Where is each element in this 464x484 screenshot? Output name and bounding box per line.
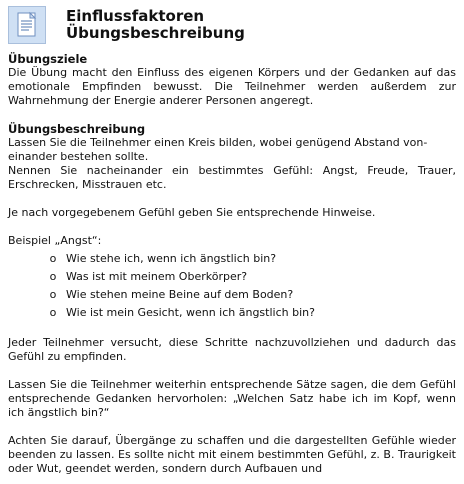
page-title [66,8,446,42]
list-item [8,286,456,304]
title-line-1: Einflussfaktoren [66,7,205,25]
example-label: Beispiel „Angst“: [8,234,102,247]
document-icon [8,6,46,44]
question-text: Was ist mit meinem Oberkörper? [66,270,248,283]
spacer [8,322,456,336]
list-item [8,268,456,286]
spacer [8,220,456,234]
document-header [8,6,456,48]
list-item [8,304,456,322]
uebungsziele-text: Die Übung macht den Einfluss des eigenen Körpers und der Gedanken auf das emotionale Empfinden bewusst. Die Teilnehmer werden außerdem zur Wahrnehmung der Energie anderer Personen angeregt. [8,66,456,107]
spacer [8,364,456,378]
question-text: Wie stehen meine Beine auf dem Boden? [66,288,294,301]
document-icon-graphic [9,7,45,43]
title-line-2: Übungsbeschreibung [66,24,245,42]
hinweise-text: Je nach vorgegebenem Gefühl geben Sie entsprechende Hinweise. [8,206,376,219]
question-text: Wie ist mein Gesicht, wenn ich ängstlich bin? [66,306,315,319]
teilnehmer-text: Jeder Teilnehmer versucht, diese Schritte nachzuvollziehen und dadurch das Gefühl zu empfinden. [8,336,456,363]
question-text: Wie stehe ich, wenn ich ängstlich bin? [66,252,277,265]
heading-uebungsbeschreibung: Übungsbeschreibung [8,122,146,136]
beschreibung-line-2: einander bestehen sollte. [8,150,149,163]
saetze-text: Lassen Sie die Teilnehmer weiterhin entsprechende Sätze sagen, die dem Gefühl entsprechende Gedanken hervorholen: „Welchen Satz habe ich im Kopf, wenn ich ängstlich bin?“ [8,378,456,419]
question-list [8,250,456,322]
beschreibung-line-1: Lassen Sie die Teilnehmer einen Kreis bilden, wobei genügend Abstand von- [8,136,428,149]
spacer [8,192,456,206]
document-body [8,52,456,476]
bullet-icon: o [49,270,57,283]
list-item [8,250,456,268]
bullet-icon: o [49,252,57,265]
beschreibung-line-3: Nennen Sie nacheinander ein bestimmtes Gefühl: Angst, Freude, Trauer, Erschrecken, Misstrauen etc. [8,164,456,191]
uebergaenge-text: Achten Sie darauf, Übergänge zu schaffen und die dargestellten Gefühle wieder beenden zu lassen. Es sollte nicht mit einem bestimmten Gefühl, z. B. Traurigkeit oder Wut, geendet werden, sondern durch Aufbauen und [8,434,456,475]
heading-uebungsziele: Übungsziele [8,52,88,66]
bullet-icon: o [49,288,57,301]
bullet-icon: o [49,306,57,319]
spacer [8,108,456,122]
spacer [8,420,456,434]
